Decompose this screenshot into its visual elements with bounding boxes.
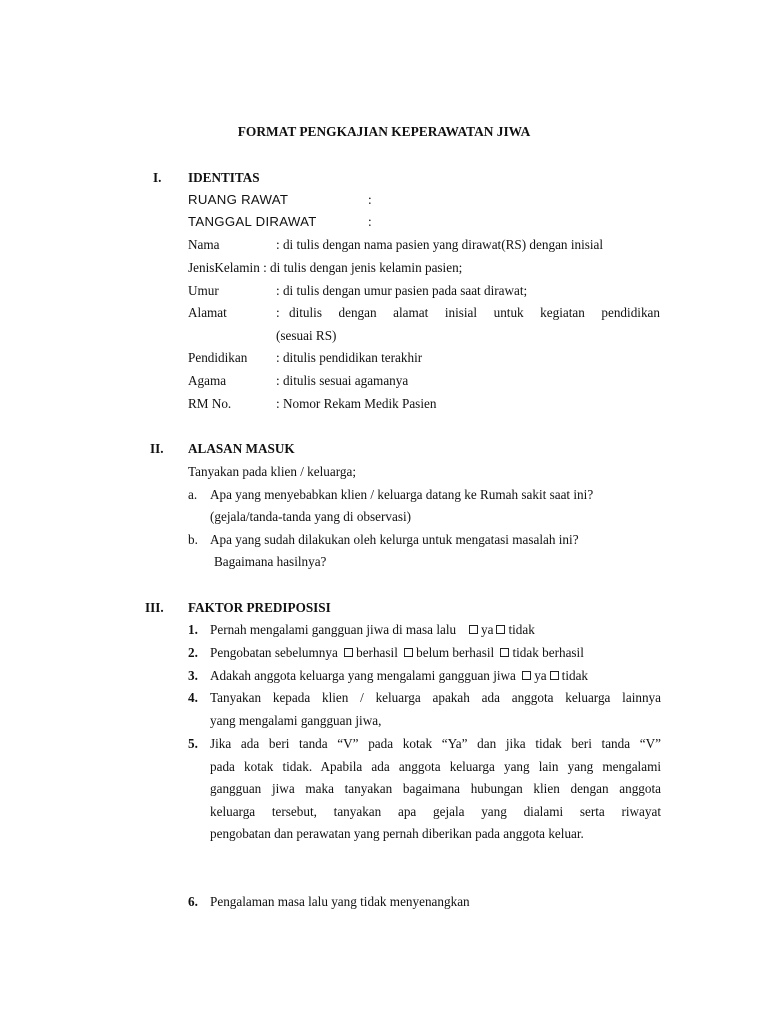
belum-berhasil-label: belum berhasil	[416, 645, 495, 660]
item-1-text	[210, 622, 535, 638]
section-1-heading: IDENTITAS	[188, 170, 260, 185]
section-2-heading: ALASAN MASUK	[188, 441, 295, 456]
alamat-value-line-2: (sesuai RS)	[276, 328, 337, 343]
berhasil-label: berhasil	[356, 645, 398, 660]
item-4-line-2: yang mengalami gangguan jiwa,	[210, 713, 382, 728]
section-1-number: I.	[153, 170, 162, 185]
item-6-text: Pengalaman masa lalu yang tidak menyenangkan	[210, 894, 470, 909]
tanggal-dirawat-colon: :	[368, 214, 372, 229]
item-a-line-2: (gejala/tanda-tanda yang di observasi)	[210, 509, 412, 524]
pendidikan-value: : ditulis pendidikan terakhir	[276, 350, 423, 365]
alasan-intro: Tanyakan pada klien / keluarga;	[188, 464, 357, 479]
item-4-number: 4.	[188, 690, 198, 705]
item-4-line-1: Tanyakan kepada klien / keluarga apakah ada anggota keluarga lainnya	[210, 690, 661, 705]
checkbox-belum-berhasil[interactable]	[404, 648, 413, 657]
tanggal-dirawat-label: TANGGAL DIRAWAT	[188, 214, 317, 229]
umur-label: Umur	[188, 283, 219, 298]
item-5-line-2: pada kotak tidak. Apabila ada anggota keluarga yang lain yang mengalami	[210, 759, 661, 774]
item-1-number: 1.	[188, 622, 198, 637]
nama-label: Nama	[188, 237, 220, 252]
item-5-line-5: pengobatan dan perawatan yang pernah diberikan pada anggota keluar.	[210, 826, 584, 841]
item-3-number: 3.	[188, 668, 198, 683]
checkbox-tidak-1[interactable]	[496, 625, 505, 634]
agama-value: : ditulis sesuai agamanya	[276, 373, 409, 388]
item-3-question: Adakah anggota keluarga yang mengalami gangguan jiwa	[210, 668, 516, 683]
jenis-kelamin-line: JenisKelamin : di tulis dengan jenis kelamin pasien;	[188, 260, 463, 275]
ya-label-3: ya	[534, 668, 547, 683]
rm-no-label: RM No.	[188, 396, 232, 411]
checkbox-tidak-berhasil[interactable]	[500, 648, 509, 657]
item-5-line-3: gangguan jiwa maka tanyakan bagaimana hubungan klien dengan anggota	[210, 781, 661, 796]
item-5-number: 5.	[188, 736, 198, 751]
tidak-label-1: tidak	[508, 622, 535, 637]
section-3-heading: FAKTOR PREDIPOSISI	[188, 600, 331, 615]
agama-label: Agama	[188, 373, 227, 388]
item-b-line-2: Bagaimana hasilnya?	[214, 554, 327, 569]
tidak-label-3: tidak	[561, 668, 589, 683]
item-3-text	[210, 668, 588, 684]
item-5-line-4: keluarga tersebut, tanyakan apa gejala yang dialami serta riwayat	[210, 804, 661, 819]
checkbox-tidak-3[interactable]	[550, 671, 559, 680]
item-2-text	[210, 645, 584, 661]
alamat-value-line-1: ditulis dengan alamat inisial untuk kegiatan pendidikan	[289, 305, 660, 320]
alamat-colon: :	[276, 305, 280, 320]
rm-no-value: : Nomor Rekam Medik Pasien	[276, 396, 437, 411]
item-b-marker: b.	[188, 532, 198, 547]
document-title: FORMAT PENGKAJIAN KEPERAWATAN JIWA	[237, 124, 531, 139]
alamat-label: Alamat	[188, 305, 227, 320]
pendidikan-label: Pendidikan	[188, 350, 248, 365]
item-a-line-1: Apa yang menyebabkan klien / keluarga datang ke Rumah sakit saat ini?	[210, 487, 594, 502]
item-2-number: 2.	[188, 645, 198, 660]
ruang-rawat-label: RUANG RAWAT	[188, 192, 289, 207]
tidak-berhasil-label: tidak berhasil	[512, 645, 584, 660]
ya-label-1: ya	[480, 622, 494, 637]
checkbox-berhasil[interactable]	[344, 648, 353, 657]
ruang-rawat-colon: :	[368, 192, 372, 207]
item-1-question: Pernah mengalami gangguan jiwa di masa lalu	[210, 622, 457, 637]
nama-value: : di tulis dengan nama pasien yang dirawat(RS) dengan inisial	[276, 237, 604, 252]
checkbox-ya-1[interactable]	[469, 625, 478, 634]
item-b-line-1: Apa yang sudah dilakukan oleh kelurga untuk mengatasi masalah ini?	[210, 532, 579, 547]
item-2-question: Pengobatan sebelumnya	[210, 645, 338, 660]
item-6-number: 6.	[188, 894, 198, 909]
item-5-line-1: Jika ada beri tanda “V” pada kotak “Ya” dan jika tidak beri tanda “V”	[210, 736, 661, 751]
item-a-marker: a.	[188, 487, 198, 502]
section-2-number: II.	[150, 441, 164, 456]
section-3-number: III.	[145, 600, 164, 615]
umur-value: : di tulis dengan umur pasien pada saat dirawat;	[276, 283, 528, 298]
checkbox-ya-3[interactable]	[522, 671, 531, 680]
